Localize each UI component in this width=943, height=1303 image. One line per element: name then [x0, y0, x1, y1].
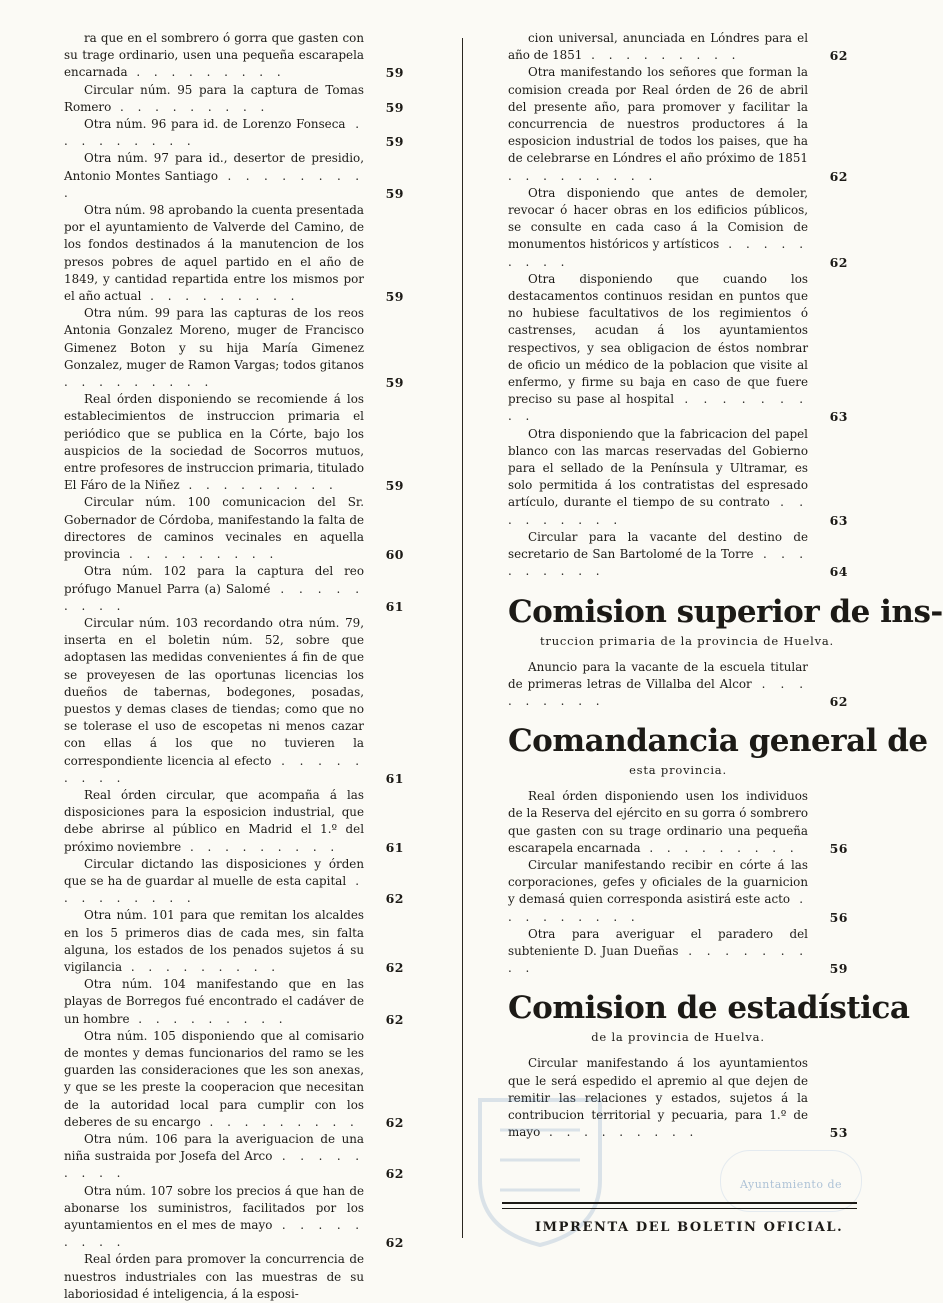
leader-dots: . . . . . . . . . [64, 581, 364, 613]
index-entry [64, 202, 404, 305]
leader-dots: . . . . . . . . . [508, 168, 658, 183]
leader-dots: . . . . . . . . . [508, 392, 808, 424]
leader-dots: . . . . . . . . . [64, 1149, 364, 1181]
index-entry [508, 529, 848, 581]
leader-dots: . . . . . . . . . [129, 1011, 288, 1026]
page-number: 62 [829, 693, 848, 709]
index-entry [64, 563, 404, 615]
index-entry [64, 615, 404, 787]
leader-dots: . . . . . . . . . [640, 840, 799, 855]
index-entry [508, 64, 848, 184]
entry-text: Otra núm. 107 sobre los precios á que han de abonarse los suministros, facilitados por los ayuntamientos en el mes de mayo . . . . . . . . . [64, 1183, 364, 1250]
entry-text: Otra disponiendo que la fabricacion del papel blanco con las marcas reservadas del Gobierno para el sellado de la Península y Ultramar, es solo permitida á los contratistas del espresado artículo, durante el tiempo de su contrato . . . . . . . . . [508, 426, 808, 527]
column-divider [462, 38, 463, 1238]
leader-dots: . . . . . . . . . [582, 48, 741, 63]
page-number: 62 [385, 1011, 404, 1027]
section-title-comision-instruccion: Comision superior de ins- [508, 593, 943, 630]
leader-dots: . . . . . . . . . [508, 943, 808, 976]
page-number: 62 [829, 48, 848, 64]
section-title-estadistica: Comision de estadística [508, 990, 910, 1027]
section-title-comandancia: Comandancia general de [508, 723, 928, 760]
entry-text: Circular manifestando á los ayuntamientos que le será espedido el apremio al que dejen de remitir las relaciones y estados, sujetos á la contribucion territorial y pecuaria, para 1.º de mayo . . . . . . . . . [508, 1056, 808, 1140]
leader-dots: . . . . . . . . . [508, 676, 808, 708]
leader-dots: . . . . . . . . . [64, 873, 365, 906]
section-subtitle-estadistica: de la provincia de Huelva. [591, 1030, 765, 1045]
entry-text: ra que en el sombrero ó gorra que gasten con su trage ordinario, usen una pequeña escarapela encarnada . . . . . . . . . [64, 31, 364, 80]
leader-dots: . . . . . . . . . [64, 753, 364, 785]
entry-text: Real órden para promover la concurrencia de nuestros industriales con las muestras de su laboriosidad é inteligencia, á la esposi- [64, 1252, 364, 1301]
leader-dots: . . . . . . . . . [508, 892, 808, 924]
entry-text: Circular manifestando recibir en córte á las corporaciones, gefes y oficiales de la guarnicion y demasá quien corresponda asistirá este acto . . . . . . . . . [508, 857, 808, 924]
page-number: 59 [385, 99, 404, 115]
entry-text: Otra para averiguar el paradero del subteniente D. Juan Dueñas . . . . . . . . . [508, 926, 808, 976]
leader-dots: . . . . . . . . . [64, 1218, 364, 1250]
page-number: 61 [385, 598, 404, 614]
index-entry [64, 391, 404, 494]
page-number: 62 [385, 959, 404, 975]
index-entry [64, 494, 404, 563]
leader-dots: . . . . . . . . . [64, 375, 214, 390]
right-column [508, 30, 943, 1141]
entry-text: Otra núm. 102 para la captura del reo prófugo Manuel Parra (a) Salomé . . . . . . . . . [64, 564, 364, 613]
page-number: 59 [385, 134, 404, 150]
entry-text: Circular dictando las disposiciones y órden que se ha de guardar al muelle de esta capital . . . . . . . . . [64, 856, 365, 906]
page-number: 59 [385, 289, 404, 305]
entry-text: Circular núm. 103 recordando otra núm. 79, inserta en el boletin núm. 52, sobre que adoptasen las medidas convenientes á fin de que se proveyesen de las oportunas licencias los dueños de tabernas, bodegones, posadas, puestos y demas clases de tiendas; como que no se tolerase el uso de escopetas ni menos cazar con ellas á los que no tuvieren la correspondiente licencia al efecto . . . . . . . . . [64, 615, 364, 785]
page-number: 59 [829, 961, 848, 977]
entry-text: Anuncio para la vacante de la escuela titular de primeras letras de Villalba del Alcor . . . . . . . . . [508, 659, 808, 708]
leader-dots: . . . . . . . . . [508, 547, 808, 579]
index-entry [508, 788, 848, 857]
entry-text: Otra manifestando los señores que forman la comision creada por Real órden de 26 de abril del presente año, para promover y facilitar la concurrencia de nuestros productores á la esposicion industrial de todos los paises, que ha de celebrarse en Lóndres el año próximo de 1851 . . . . . . . . . [508, 65, 808, 183]
page-number: 63 [829, 409, 848, 425]
index-entry [508, 30, 848, 64]
index-entry [508, 185, 848, 271]
index-entry [64, 1183, 404, 1252]
index-entry [508, 426, 848, 529]
index-entry [64, 305, 404, 391]
index-entry [64, 1028, 404, 1131]
page-number: 62 [829, 254, 848, 270]
index-entry [64, 116, 404, 150]
leader-dots: . . . . . . . . . [111, 99, 270, 114]
footer-rule-thick [502, 1202, 857, 1204]
page-number: 56 [829, 909, 848, 925]
index-entry [508, 926, 848, 978]
page-number: 59 [385, 185, 404, 201]
entry-text: Circular núm. 95 para la captura de Tomas Romero . . . . . . . . . [64, 82, 364, 114]
index-entry [64, 976, 404, 1028]
index-entry [64, 1131, 404, 1183]
stamp-text: Ayuntamiento de [740, 1178, 842, 1191]
entry-text: Circular núm. 100 comunicacion del Sr. Gobernador de Córdoba, manifestando la falta de directores de caminos vecinales en aquella provincia . . . . . . . . . [64, 495, 364, 562]
leader-dots: . . . . . . . . . [120, 547, 279, 562]
page-number: 61 [385, 770, 404, 786]
page-number: 62 [829, 168, 848, 184]
entry-text: Otra núm. 105 disponiendo que al comisario de montes y demas funcionarios del ramo se les guarden las consideraciones que les son anexas, y que se les preste la cooperacion que necesitan de la autoridad local para cumplir con los deberes de su encargo . . . . . . . . . [64, 1028, 364, 1129]
index-entry [64, 82, 404, 116]
page-number: 59 [385, 65, 404, 81]
index-entry [64, 1251, 404, 1303]
entry-text: Otra núm. 104 manifestando que en las playas de Borregos fué encontrado el cadáver de un hombre . . . . . . . . . [64, 977, 364, 1026]
entry-text: Otra núm. 96 para id. de Lorenzo Fonseca . . . . . . . . . [64, 117, 364, 149]
index-entry [64, 907, 404, 976]
section-subtitle-comision-instruccion: truccion primaria de la provincia de Huelva. [540, 633, 835, 648]
page-number: 62 [385, 891, 404, 907]
page-number: 56 [829, 840, 848, 856]
entry-text: Real órden disponiendo usen los individuos de la Reserva del ejército en su gorra ó sombrero que gasten con su trage ordinario una pequeña escarapela encarnada . . . . . . . . . [508, 789, 808, 855]
entry-text: cion universal, anunciada en Lóndres para el año de 1851 . . . . . . . . . [508, 31, 808, 63]
leader-dots: . . . . . . . . . [508, 495, 808, 527]
entry-text: Otra disponiendo que antes de demoler, revocar ó hacer obras en los edificios públicos, se consulte en cada caso á la Comision de monumentos históricos y artísticos . . . . . . . . . [508, 185, 808, 269]
page-number: 60 [385, 547, 404, 563]
entry-text: Otra núm. 99 para las capturas de los reos Antonia Gonzalez Moreno, muger de Francisco Gimenez Boton y su hija María Gimenez Gonzalez, muger de Ramon Vargas; todos gitanos . . . . . . . . . [64, 306, 364, 390]
leader-dots: . . . . . . . . . [64, 117, 364, 149]
page-number: 59 [385, 375, 404, 391]
page-number: 62 [385, 1114, 404, 1130]
entry-text: Circular para la vacante del destino de secretario de San Bartolomé de la Torre . . . . . . . . . [508, 529, 808, 579]
left-column [64, 30, 404, 1303]
leader-dots: . . . . . . . . . [127, 65, 286, 80]
index-entry [508, 659, 848, 711]
leader-dots: . . . . . . . . . [540, 1125, 699, 1140]
page-number: 59 [385, 478, 404, 494]
leader-dots: . . . . . . . . . [200, 1114, 359, 1129]
index-entry [64, 787, 404, 856]
section-subtitle-comandancia: esta provincia. [629, 763, 727, 778]
index-entry [64, 856, 404, 908]
index-entry [64, 150, 404, 202]
page-number: 62 [385, 1235, 404, 1251]
page-number: 64 [829, 564, 848, 580]
footer-rule-thin [502, 1208, 857, 1209]
page-number: 63 [829, 512, 848, 528]
leader-dots: . . . . . . . . . [122, 959, 281, 974]
index-entry [64, 30, 404, 82]
entry-text: Otra núm. 98 aprobando la cuenta presentada por el ayuntamiento de Valverde del Camino, de los fondos destinados á la manutencion de los presos pobres de aquel partido en el año de 1849, y cantidad repartida entre los mismos por el año actual . . . . . . . . . [64, 203, 364, 304]
leader-dots: . . . . . . . . . [181, 839, 340, 854]
entry-text: Otra núm. 101 para que remitan los alcaldes en los 5 primeros dias de cada mes, sin falta alguna, los estados de los penados sujetos á su vigilancia . . . . . . . . . [64, 908, 364, 974]
entry-text: Otra disponiendo que cuando los destacamentos continuos residan en puntos que no hubiese facultativos de los regimientos ó castrenses, acudan á los ayuntamientos respectivos, y sea obligacion de éstos nombrar de oficio un médico de la poblacion que visite al enfermo, y firme su baja en caso de que fuere preciso su pase al hospital . . . . . . . . . [508, 271, 808, 424]
page-number: 53 [829, 1125, 848, 1141]
leader-dots: . . . . . . . . . [179, 478, 338, 493]
printer-imprint: IMPRENTA DEL BOLETIN OFICIAL. [535, 1220, 844, 1235]
entry-text: Real órden circular, que acompaña á las disposiciones para la esposicion industrial, que debe abrirse al público en Madrid el 1.º del próximo noviembre . . . . . . . . . [64, 787, 364, 854]
page-number: 62 [385, 1166, 404, 1182]
entry-text: Otra núm. 106 para la averiguacion de una niña sustraida por Josefa del Arco . . . . . . . . . [64, 1132, 364, 1181]
index-entry [508, 271, 848, 426]
leader-dots: . . . . . . . . . [64, 168, 365, 200]
leader-dots: . . . . . . . . . [508, 237, 808, 269]
entry-text: Real órden disponiendo se recomiende á los establecimientos de instruccion primaria el periódico que se publica en la Córte, bajo los auspicios de la sociedad de Socorros mutuos, entre profesores de instruccion primaria, titulado El Fáro de la Niñez . . . . . . . . . [64, 392, 364, 493]
leader-dots: . . . . . . . . . [141, 289, 300, 304]
index-entry [508, 857, 848, 926]
entry-text: Otra núm. 97 para id., desertor de presidio, Antonio Montes Santiago . . . . . . . . . [64, 151, 365, 200]
page-number: 61 [385, 839, 404, 855]
